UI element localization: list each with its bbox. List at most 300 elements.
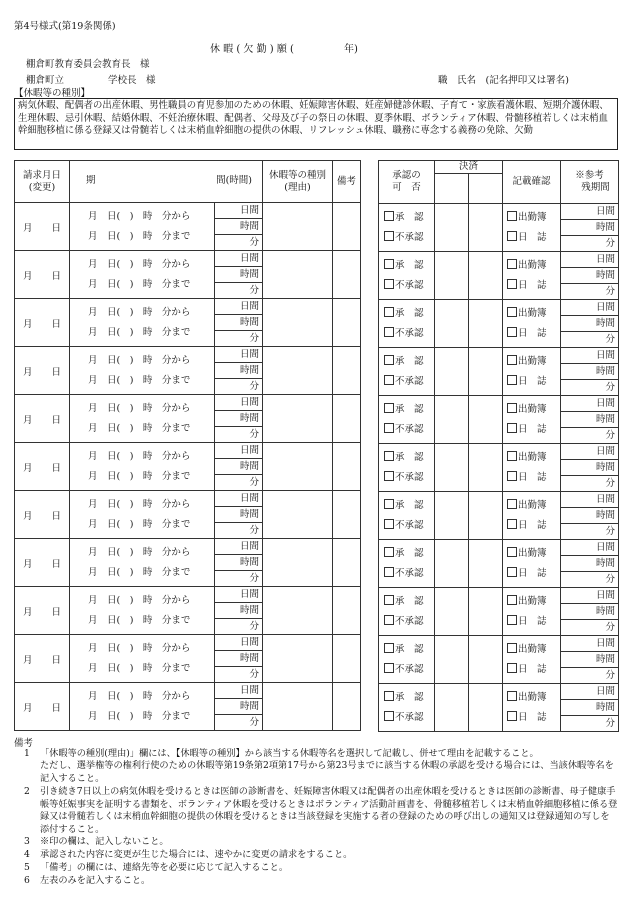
row-diary: 日 誌 bbox=[518, 663, 547, 675]
row-to: 月 日( ) 時 分まで bbox=[88, 422, 191, 434]
row-record-check[interactable] bbox=[503, 492, 561, 540]
leave-row bbox=[15, 539, 361, 587]
checkbox-disapprove[interactable] bbox=[384, 615, 394, 625]
row-leave-type[interactable] bbox=[263, 491, 333, 539]
row-u-min: 分 bbox=[605, 286, 616, 297]
checkbox-disapprove[interactable] bbox=[384, 711, 394, 721]
row-u-day: 日間 bbox=[561, 492, 618, 508]
row-date[interactable] bbox=[15, 491, 70, 539]
row-duration[interactable] bbox=[215, 203, 263, 251]
row-remaining bbox=[561, 204, 619, 252]
header-period bbox=[70, 161, 263, 203]
row-from: 月 日( ) 時 分から bbox=[88, 210, 191, 222]
row-to: 月 日( ) 時 分まで bbox=[88, 470, 191, 482]
checkbox-approve[interactable] bbox=[384, 691, 394, 701]
row-approval[interactable] bbox=[379, 348, 435, 396]
row-duration[interactable] bbox=[215, 299, 263, 347]
row-u-hour: 時間 bbox=[561, 508, 618, 524]
row-u-hour: 時間 bbox=[561, 220, 618, 236]
row-leave-type[interactable] bbox=[263, 251, 333, 299]
header-kessai: 決済 bbox=[435, 161, 503, 174]
row-u-day: 日間 bbox=[561, 204, 618, 220]
row-u-day: 日間 bbox=[215, 299, 262, 315]
row-u-hour: 時間 bbox=[215, 363, 262, 379]
row-to: 月 日( ) 時 分まで bbox=[88, 326, 191, 338]
checkbox-disapprove[interactable] bbox=[384, 279, 394, 289]
row-u-day: 日間 bbox=[215, 635, 262, 651]
row-approval[interactable] bbox=[379, 252, 435, 300]
row-u-min: 分 bbox=[249, 621, 259, 632]
row-u-hour: 時間 bbox=[215, 555, 262, 571]
checkbox-attendance[interactable] bbox=[507, 259, 517, 269]
row-kessai-1[interactable] bbox=[435, 300, 469, 348]
row-u-min: 分 bbox=[249, 237, 259, 248]
row-period[interactable] bbox=[70, 587, 215, 635]
row-leave-type[interactable] bbox=[263, 347, 333, 395]
row-disapprove: 不承認 bbox=[395, 471, 424, 483]
row-u-day: 日間 bbox=[561, 444, 618, 460]
checkbox-disapprove[interactable] bbox=[384, 471, 394, 481]
checkbox-disapprove[interactable] bbox=[384, 327, 394, 337]
row-kessai-1[interactable] bbox=[435, 204, 469, 252]
row-record-check[interactable] bbox=[503, 684, 561, 732]
approval-row bbox=[379, 540, 619, 588]
row-remarks[interactable] bbox=[333, 443, 361, 491]
leave-row bbox=[15, 299, 361, 347]
approval-table bbox=[378, 160, 619, 732]
notes-heading: 備考 bbox=[14, 738, 34, 749]
row-kessai-1[interactable] bbox=[435, 396, 469, 444]
leave-row bbox=[15, 587, 361, 635]
checkbox-diary[interactable] bbox=[507, 711, 517, 721]
notes-6-n: 6 bbox=[24, 875, 30, 886]
row-u-hour: 時間 bbox=[215, 411, 262, 427]
row-date[interactable] bbox=[15, 683, 70, 731]
row-period[interactable] bbox=[70, 683, 215, 731]
row-approve: 承 認 bbox=[395, 595, 424, 607]
row-u-min: 分 bbox=[249, 285, 259, 296]
row-kessai-1[interactable] bbox=[435, 252, 469, 300]
row-attendance: 出勤簿 bbox=[518, 451, 547, 463]
row-to: 月 日( ) 時 分まで bbox=[88, 230, 191, 242]
form-number: 第4号様式(第19条関係) bbox=[14, 21, 116, 32]
row-remaining bbox=[561, 252, 619, 300]
row-kessai-2[interactable] bbox=[469, 684, 503, 732]
row-date[interactable] bbox=[15, 347, 70, 395]
row-remaining bbox=[561, 300, 619, 348]
row-u-min: 分 bbox=[249, 381, 259, 392]
row-kessai-1[interactable] bbox=[435, 492, 469, 540]
notes-1-t: ただし、選挙権等の権利行使のための休暇等第19条第2項第17号から第23号までに該当する休暇の承認を受ける場合には、当該休暇等名を記入すること。 bbox=[40, 760, 614, 784]
row-attendance: 出勤簿 bbox=[518, 211, 547, 223]
row-date[interactable] bbox=[15, 251, 70, 299]
row-approval[interactable] bbox=[379, 636, 435, 684]
row-u-day: 日間 bbox=[561, 348, 618, 364]
row-u-day: 日間 bbox=[215, 395, 262, 411]
checkbox-diary[interactable] bbox=[507, 423, 517, 433]
checkbox-attendance[interactable] bbox=[507, 211, 517, 221]
checkbox-approve[interactable] bbox=[384, 403, 394, 413]
row-diary: 日 誌 bbox=[518, 711, 547, 723]
row-diary: 日 誌 bbox=[518, 327, 547, 339]
right-headers-ref-2: 残期間 bbox=[581, 182, 610, 193]
approval-row bbox=[379, 300, 619, 348]
addressee-school-principal: 学校長 様 bbox=[108, 75, 156, 86]
row-kessai-2[interactable] bbox=[469, 396, 503, 444]
row-u-min: 分 bbox=[249, 333, 259, 344]
approval-row bbox=[379, 636, 619, 684]
header-reference bbox=[561, 161, 619, 204]
row-record-check[interactable] bbox=[503, 396, 561, 444]
row-date: 月 日 bbox=[22, 702, 61, 714]
row-approval[interactable] bbox=[379, 588, 435, 636]
kessai-cell-2[interactable] bbox=[469, 174, 503, 204]
row-u-min: 分 bbox=[249, 429, 259, 440]
row-u-min: 分 bbox=[249, 525, 259, 536]
row-u-min: 分 bbox=[605, 478, 616, 489]
checkbox-disapprove[interactable] bbox=[384, 663, 394, 673]
approval-row bbox=[379, 684, 619, 732]
row-diary: 日 誌 bbox=[518, 375, 547, 387]
row-attendance: 出勤簿 bbox=[518, 259, 547, 271]
notes-2-t: 引き続き7日以上の病気休暇を受けるときは医師の診断書を、妊娠障害休暇又は配偶者の出産休暇を受けるときは医師の診断書、母子健康手帳等妊娠事実を証明する書類を、ボランティア休暇を受けるときはボランティア活動計画書を、骨髄移植若しくは末梢血幹細胞移植に係る登録又は骨髄若しくは末梢血幹細胞の提供の休暇を受けるときは当該登録を実施する者の登録のための呼び出しの通知又は登録通知の写しを添付すること。 bbox=[40, 786, 618, 835]
checkbox-disapprove[interactable] bbox=[384, 567, 394, 577]
row-remarks[interactable] bbox=[333, 347, 361, 395]
row-period[interactable] bbox=[70, 443, 215, 491]
checkbox-attendance[interactable] bbox=[507, 355, 517, 365]
checkbox-approve[interactable] bbox=[384, 259, 394, 269]
checkbox-diary[interactable] bbox=[507, 327, 517, 337]
row-leave-type[interactable] bbox=[263, 683, 333, 731]
row-u-day: 日間 bbox=[215, 587, 262, 603]
checkbox-diary[interactable] bbox=[507, 471, 517, 481]
checkbox-attendance[interactable] bbox=[507, 595, 517, 605]
row-to: 月 日( ) 時 分まで bbox=[88, 614, 191, 626]
row-attendance: 出勤簿 bbox=[518, 307, 547, 319]
checkbox-approve[interactable] bbox=[384, 547, 394, 557]
row-record-check[interactable] bbox=[503, 204, 561, 252]
row-u-day: 日間 bbox=[561, 396, 618, 412]
checkbox-approve[interactable] bbox=[384, 307, 394, 317]
approval-row bbox=[379, 396, 619, 444]
row-record-check[interactable] bbox=[503, 636, 561, 684]
checkbox-diary[interactable] bbox=[507, 519, 517, 529]
row-u-day: 日間 bbox=[215, 347, 262, 363]
row-kessai-2[interactable] bbox=[469, 204, 503, 252]
row-attendance: 出勤簿 bbox=[518, 643, 547, 655]
row-remaining bbox=[561, 492, 619, 540]
row-duration[interactable] bbox=[215, 635, 263, 683]
leave-row bbox=[15, 395, 361, 443]
row-u-hour: 時間 bbox=[215, 651, 262, 667]
row-from: 月 日( ) 時 分から bbox=[88, 402, 191, 414]
row-remarks[interactable] bbox=[333, 395, 361, 443]
checkbox-attendance[interactable] bbox=[507, 547, 517, 557]
row-duration[interactable] bbox=[215, 347, 263, 395]
row-remaining bbox=[561, 588, 619, 636]
left-headers-req-date-1: 請求月日 bbox=[22, 169, 61, 181]
row-remarks[interactable] bbox=[333, 251, 361, 299]
row-date[interactable] bbox=[15, 443, 70, 491]
row-duration[interactable] bbox=[215, 491, 263, 539]
row-to: 月 日( ) 時 分まで bbox=[88, 662, 191, 674]
checkbox-approve[interactable] bbox=[384, 451, 394, 461]
row-from: 月 日( ) 時 分から bbox=[88, 594, 191, 606]
notes-0-t: 「休暇等の種別(理由)」欄には、【休暇等の種別】から該当する休暇等名を選択して記載し、併せて理由を記載すること。 bbox=[40, 748, 539, 759]
kessai-cell-1[interactable] bbox=[435, 174, 469, 204]
row-approval[interactable] bbox=[379, 540, 435, 588]
right-headers-approval-1: 承認の bbox=[392, 170, 421, 181]
row-kessai-2[interactable] bbox=[469, 348, 503, 396]
checkbox-disapprove[interactable] bbox=[384, 375, 394, 385]
row-approve: 承 認 bbox=[395, 355, 424, 367]
row-approval[interactable] bbox=[379, 492, 435, 540]
row-duration[interactable] bbox=[215, 539, 263, 587]
leave-types-heading: 【休暇等の種別】 bbox=[14, 88, 91, 99]
checkbox-diary[interactable] bbox=[507, 375, 517, 385]
header-record-check: 記載確認 bbox=[503, 161, 561, 204]
checkbox-disapprove[interactable] bbox=[384, 231, 394, 241]
row-disapprove: 不承認 bbox=[395, 231, 424, 243]
row-remaining bbox=[561, 348, 619, 396]
row-u-hour: 時間 bbox=[561, 556, 618, 572]
checkbox-disapprove[interactable] bbox=[384, 519, 394, 529]
row-attendance: 出勤簿 bbox=[518, 355, 547, 367]
row-diary: 日 誌 bbox=[518, 615, 547, 627]
row-kessai-2[interactable] bbox=[469, 252, 503, 300]
checkbox-approve[interactable] bbox=[384, 595, 394, 605]
row-period[interactable] bbox=[70, 251, 215, 299]
checkbox-approve[interactable] bbox=[384, 211, 394, 221]
row-approval[interactable] bbox=[379, 684, 435, 732]
row-remarks[interactable] bbox=[333, 203, 361, 251]
checkbox-approve[interactable] bbox=[384, 643, 394, 653]
row-to: 月 日( ) 時 分まで bbox=[88, 518, 191, 530]
row-remaining bbox=[561, 540, 619, 588]
checkbox-attendance[interactable] bbox=[507, 403, 517, 413]
notes-5-t: 「備考」の欄には、連絡先等を必要に応じて記入すること。 bbox=[40, 862, 289, 873]
row-kessai-2[interactable] bbox=[469, 588, 503, 636]
checkbox-attendance[interactable] bbox=[507, 451, 517, 461]
row-record-check[interactable] bbox=[503, 540, 561, 588]
row-duration[interactable] bbox=[215, 443, 263, 491]
row-period[interactable] bbox=[70, 395, 215, 443]
row-date: 月 日 bbox=[22, 318, 61, 330]
row-duration[interactable] bbox=[215, 683, 263, 731]
row-period[interactable] bbox=[70, 347, 215, 395]
checkbox-approve[interactable] bbox=[384, 355, 394, 365]
row-remarks[interactable] bbox=[333, 587, 361, 635]
addressee-education: 棚倉町教育委員会教育長 様 bbox=[26, 59, 150, 70]
row-date: 月 日 bbox=[22, 222, 61, 234]
row-to: 月 日( ) 時 分まで bbox=[88, 278, 191, 290]
row-disapprove: 不承認 bbox=[395, 519, 424, 531]
notes-4-n: 4 bbox=[24, 849, 30, 860]
row-kessai-1[interactable] bbox=[435, 684, 469, 732]
checkbox-attendance[interactable] bbox=[507, 307, 517, 317]
row-leave-type[interactable] bbox=[263, 395, 333, 443]
row-leave-type[interactable] bbox=[263, 635, 333, 683]
leave-row bbox=[15, 491, 361, 539]
row-kessai-1[interactable] bbox=[435, 540, 469, 588]
row-from: 月 日( ) 時 分から bbox=[88, 354, 191, 366]
approval-row bbox=[379, 444, 619, 492]
row-date[interactable] bbox=[15, 299, 70, 347]
row-date[interactable] bbox=[15, 587, 70, 635]
checkbox-attendance[interactable] bbox=[507, 643, 517, 653]
row-remaining bbox=[561, 396, 619, 444]
row-u-min: 分 bbox=[605, 382, 616, 393]
header-approval bbox=[379, 161, 435, 204]
header-request-date bbox=[15, 161, 70, 203]
row-approval[interactable] bbox=[379, 396, 435, 444]
checkbox-attendance[interactable] bbox=[507, 499, 517, 509]
row-date[interactable] bbox=[15, 203, 70, 251]
row-leave-type[interactable] bbox=[263, 299, 333, 347]
checkbox-diary[interactable] bbox=[507, 663, 517, 673]
applicant-name-label: 職 氏名 (記名押印又は署名) bbox=[438, 75, 569, 86]
form-title: 休 暇 ( 欠 勤 ) 願 ( 年) bbox=[210, 44, 358, 55]
row-u-day: 日間 bbox=[215, 491, 262, 507]
notes-3-t: ※印の欄は、記入しないこと。 bbox=[40, 836, 169, 847]
row-record-check[interactable] bbox=[503, 348, 561, 396]
row-attendance: 出勤簿 bbox=[518, 403, 547, 415]
notes-4-t: 承認された内容に変更が生じた場合には、速やかに変更の請求をすること。 bbox=[40, 849, 353, 860]
row-u-hour: 時間 bbox=[561, 652, 618, 668]
row-approve: 承 認 bbox=[395, 403, 424, 415]
row-u-day: 日間 bbox=[215, 539, 262, 555]
row-kessai-2[interactable] bbox=[469, 636, 503, 684]
row-u-hour: 時間 bbox=[561, 460, 618, 476]
row-to: 月 日( ) 時 分まで bbox=[88, 374, 191, 386]
row-approval[interactable] bbox=[379, 300, 435, 348]
row-duration[interactable] bbox=[215, 395, 263, 443]
row-kessai-1[interactable] bbox=[435, 636, 469, 684]
row-diary: 日 誌 bbox=[518, 231, 547, 243]
left-headers-period-b: 間(時間) bbox=[216, 174, 252, 186]
row-diary: 日 誌 bbox=[518, 567, 547, 579]
row-from: 月 日( ) 時 分から bbox=[88, 450, 191, 462]
row-kessai-2[interactable] bbox=[469, 444, 503, 492]
row-u-min: 分 bbox=[605, 718, 616, 729]
checkbox-approve[interactable] bbox=[384, 499, 394, 509]
row-leave-type[interactable] bbox=[263, 539, 333, 587]
row-to: 月 日( ) 時 分まで bbox=[88, 566, 191, 578]
row-period[interactable] bbox=[70, 299, 215, 347]
row-approve: 承 認 bbox=[395, 499, 424, 511]
row-kessai-2[interactable] bbox=[469, 300, 503, 348]
row-diary: 日 誌 bbox=[518, 471, 547, 483]
row-u-day: 日間 bbox=[561, 636, 618, 652]
row-duration[interactable] bbox=[215, 587, 263, 635]
checkbox-diary[interactable] bbox=[507, 279, 517, 289]
notes-5-n: 5 bbox=[24, 862, 30, 873]
row-u-min: 分 bbox=[605, 430, 616, 441]
row-disapprove: 不承認 bbox=[395, 615, 424, 627]
notes-6-t: 左表のみを記入すること。 bbox=[40, 875, 151, 886]
row-disapprove: 不承認 bbox=[395, 375, 424, 387]
row-remarks[interactable] bbox=[333, 491, 361, 539]
row-period[interactable] bbox=[70, 203, 215, 251]
row-diary: 日 誌 bbox=[518, 519, 547, 531]
leave-types-box bbox=[14, 98, 618, 150]
row-record-check[interactable] bbox=[503, 300, 561, 348]
row-kessai-1[interactable] bbox=[435, 588, 469, 636]
header-remarks: 備考 bbox=[333, 161, 361, 203]
row-from: 月 日( ) 時 分から bbox=[88, 690, 191, 702]
row-attendance: 出勤簿 bbox=[518, 547, 547, 559]
leave-row bbox=[15, 251, 361, 299]
row-period[interactable] bbox=[70, 539, 215, 587]
row-remaining bbox=[561, 684, 619, 732]
row-kessai-1[interactable] bbox=[435, 444, 469, 492]
row-disapprove: 不承認 bbox=[395, 711, 424, 723]
row-remarks[interactable] bbox=[333, 299, 361, 347]
row-duration[interactable] bbox=[215, 251, 263, 299]
row-from: 月 日( ) 時 分から bbox=[88, 258, 191, 270]
row-u-hour: 時間 bbox=[215, 603, 262, 619]
row-attendance: 出勤簿 bbox=[518, 499, 547, 511]
row-kessai-2[interactable] bbox=[469, 492, 503, 540]
row-date[interactable] bbox=[15, 539, 70, 587]
row-remaining bbox=[561, 636, 619, 684]
row-date: 月 日 bbox=[22, 510, 61, 522]
row-approval[interactable] bbox=[379, 204, 435, 252]
row-from: 月 日( ) 時 分から bbox=[88, 642, 191, 654]
row-kessai-2[interactable] bbox=[469, 540, 503, 588]
row-date[interactable] bbox=[15, 395, 70, 443]
leave-row bbox=[15, 683, 361, 731]
row-u-min: 分 bbox=[605, 334, 616, 345]
checkbox-diary[interactable] bbox=[507, 567, 517, 577]
checkbox-diary[interactable] bbox=[507, 231, 517, 241]
row-remarks[interactable] bbox=[333, 635, 361, 683]
row-record-check[interactable] bbox=[503, 444, 561, 492]
row-date: 月 日 bbox=[22, 654, 61, 666]
notes-2-n: 2 bbox=[24, 786, 30, 797]
row-date[interactable] bbox=[15, 635, 70, 683]
row-u-min: 分 bbox=[605, 670, 616, 681]
row-u-hour: 時間 bbox=[561, 364, 618, 380]
row-date: 月 日 bbox=[22, 366, 61, 378]
row-leave-type[interactable] bbox=[263, 203, 333, 251]
left-headers-req-date-2: (変更) bbox=[28, 181, 56, 193]
row-leave-type[interactable] bbox=[263, 443, 333, 491]
row-leave-type[interactable] bbox=[263, 587, 333, 635]
row-date: 月 日 bbox=[22, 414, 61, 426]
row-approve: 承 認 bbox=[395, 307, 424, 319]
row-u-min: 分 bbox=[605, 574, 616, 585]
leave-row bbox=[15, 347, 361, 395]
row-period[interactable] bbox=[70, 491, 215, 539]
row-disapprove: 不承認 bbox=[395, 423, 424, 435]
row-remarks[interactable] bbox=[333, 539, 361, 587]
row-period[interactable] bbox=[70, 635, 215, 683]
row-approve: 承 認 bbox=[395, 451, 424, 463]
checkbox-disapprove[interactable] bbox=[384, 423, 394, 433]
row-kessai-1[interactable] bbox=[435, 348, 469, 396]
row-record-check[interactable] bbox=[503, 252, 561, 300]
row-u-hour: 時間 bbox=[561, 316, 618, 332]
row-u-day: 日間 bbox=[215, 251, 262, 267]
row-u-min: 分 bbox=[249, 477, 259, 488]
checkbox-attendance[interactable] bbox=[507, 691, 517, 701]
row-remarks[interactable] bbox=[333, 683, 361, 731]
checkbox-diary[interactable] bbox=[507, 615, 517, 625]
row-record-check[interactable] bbox=[503, 588, 561, 636]
row-disapprove: 不承認 bbox=[395, 327, 424, 339]
row-approval[interactable] bbox=[379, 444, 435, 492]
